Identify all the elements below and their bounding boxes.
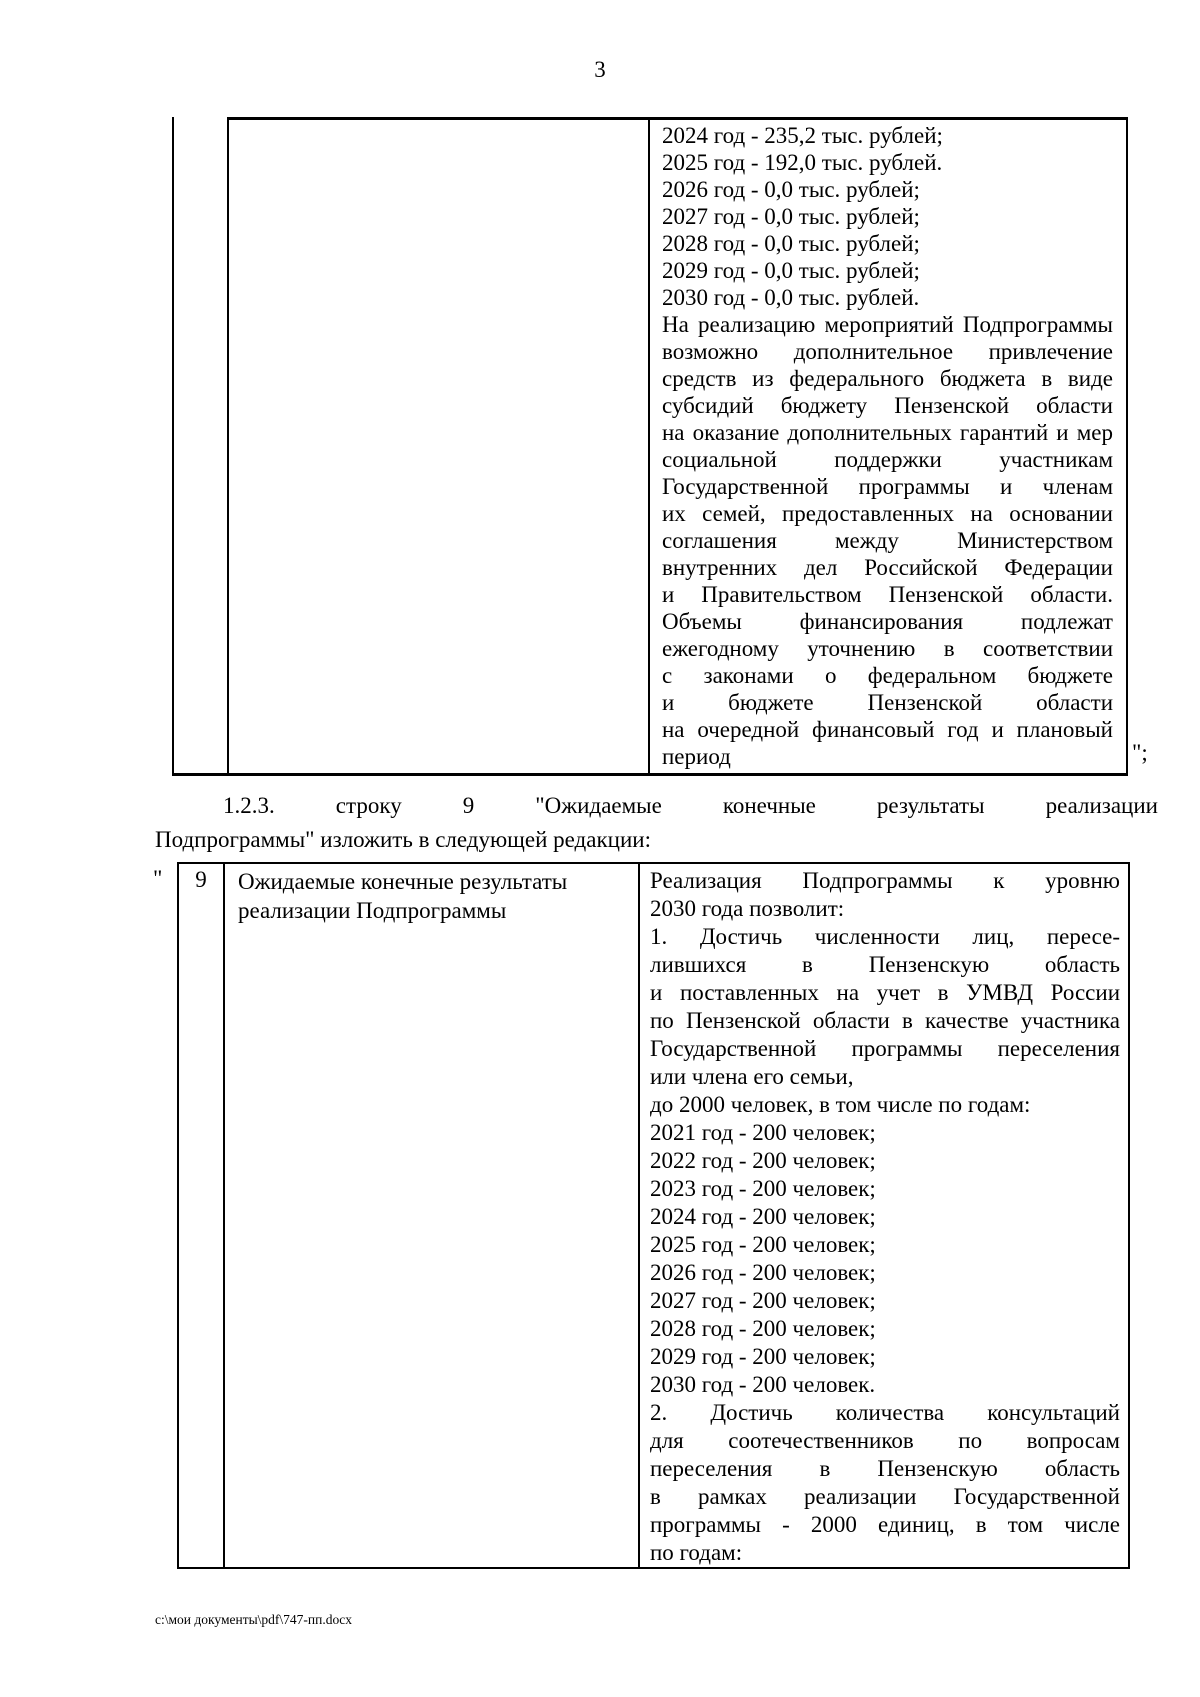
text-line: 2028 год - 0,0 тыс. рублей; bbox=[662, 231, 920, 256]
text-line: их семей, предоставленных на основании bbox=[662, 501, 1113, 526]
text-line: 2027 год - 0,0 тыс. рублей; bbox=[662, 204, 920, 229]
text-line: 2025 год - 200 человек; bbox=[650, 1232, 876, 1257]
text-line: 2021 год - 200 человек; bbox=[650, 1120, 876, 1145]
text-line: 2026 год - 0,0 тыс. рублей; bbox=[662, 177, 920, 202]
opening-quote-mark: " bbox=[153, 866, 163, 891]
text-line: период bbox=[662, 744, 731, 769]
text-line: 2027 год - 200 человек; bbox=[650, 1288, 876, 1313]
text-line: 2025 год - 192,0 тыс. рублей. bbox=[662, 150, 943, 175]
text-line: 2022 год - 200 человек; bbox=[650, 1148, 876, 1173]
text-line: ежегодному уточнению в соответствии bbox=[662, 636, 1113, 661]
text-line: соглашения между Министерством bbox=[662, 528, 1113, 553]
text-line: 2029 год - 200 человек; bbox=[650, 1344, 876, 1369]
text-line: средств из федерального бюджета в виде bbox=[662, 366, 1113, 391]
page-number: 3 bbox=[594, 57, 606, 82]
finance-table-number-cell bbox=[174, 117, 229, 773]
text-line: для соотечественников по вопросам bbox=[650, 1428, 1120, 1453]
text-line: на очередной финансовый год и плановый bbox=[662, 717, 1113, 742]
text-line: 2024 год - 200 человек; bbox=[650, 1204, 876, 1229]
text-line: и поставленных на учет в УМВД России bbox=[650, 980, 1120, 1005]
text-line: и Правительством Пензенской области. bbox=[662, 582, 1113, 607]
text-line: по Пензенской области в качестве участника bbox=[650, 1008, 1120, 1033]
text-line: субсидий бюджету Пензенской области bbox=[662, 393, 1113, 418]
text-line: 2026 год - 200 человек; bbox=[650, 1260, 876, 1285]
text-line: до 2000 человек, в том числе по годам: bbox=[650, 1092, 1031, 1117]
text-line: 1. Достичь численности лиц, пересе- bbox=[650, 924, 1120, 949]
text-line: переселения в Пензенскую область bbox=[650, 1456, 1120, 1481]
text-line: или члена его семьи, bbox=[650, 1064, 854, 1089]
text-line: в рамках реализации Государственной bbox=[650, 1484, 1120, 1509]
finance-table bbox=[172, 117, 1128, 776]
text-line: с законами о федеральном бюджете bbox=[662, 663, 1113, 688]
results-table bbox=[177, 862, 1130, 1569]
text-line: реализации Подпрограммы bbox=[238, 898, 507, 923]
text-line: внутренних дел Российской Федерации bbox=[662, 555, 1113, 580]
text-line: Реализация Подпрограммы к уровню bbox=[650, 868, 1120, 893]
amendment-paragraph bbox=[155, 789, 1158, 857]
text-line: Объемы финансирования подлежат bbox=[662, 609, 1113, 634]
text-line: и бюджете Пензенской области bbox=[662, 690, 1113, 715]
footer-file-path: с:\мои документы\pdf\747-пп.docx bbox=[155, 1612, 352, 1627]
text-line: Государственной программы переселения bbox=[650, 1036, 1120, 1061]
text-line: социальной поддержки участникам bbox=[662, 447, 1113, 472]
results-table-content-cell bbox=[640, 864, 1128, 1567]
text-line: 2. Достичь количества консультаций bbox=[650, 1400, 1120, 1425]
text-line: 2024 год - 235,2 тыс. рублей; bbox=[662, 123, 943, 148]
text-line: 2023 год - 200 человек; bbox=[650, 1176, 876, 1201]
text-line: Ожидаемые конечные результаты bbox=[238, 869, 568, 894]
text-line: лившихся в Пензенскую область bbox=[650, 952, 1120, 977]
text-line: 2028 год - 200 человек; bbox=[650, 1316, 876, 1341]
finance-table-content-cell bbox=[650, 117, 1126, 773]
text-line: 2030 год - 200 человек. bbox=[650, 1372, 876, 1397]
results-table-label-cell bbox=[225, 864, 640, 1567]
text-line: 2030 года позволит: bbox=[650, 896, 845, 921]
text-line: Государственной программы и членам bbox=[662, 474, 1113, 499]
amendment-paragraph-line1: 1.2.3. строку 9 "Ожидаемые конечные результаты реализации bbox=[223, 793, 1158, 818]
text-line: возможно дополнительное привлечение bbox=[662, 339, 1113, 364]
amendment-paragraph-line2: Подпрограммы" изложить в следующей редакции: bbox=[155, 827, 651, 852]
text-line: на оказание дополнительных гарантий и мер bbox=[662, 420, 1113, 445]
text-line: программы - 2000 единиц, в том числе bbox=[650, 1512, 1120, 1537]
text-line: 2029 год - 0,0 тыс. рублей; bbox=[662, 258, 920, 283]
text-line: по годам: bbox=[650, 1540, 743, 1565]
text-line: На реализацию мероприятий Подпрограммы bbox=[662, 312, 1113, 337]
text-line: 2030 год - 0,0 тыс. рублей. bbox=[662, 285, 920, 310]
results-table-row-number-cell: 9 bbox=[179, 864, 225, 1567]
finance-table-label-cell bbox=[229, 117, 650, 773]
closing-quote-mark: "; bbox=[1132, 740, 1148, 765]
